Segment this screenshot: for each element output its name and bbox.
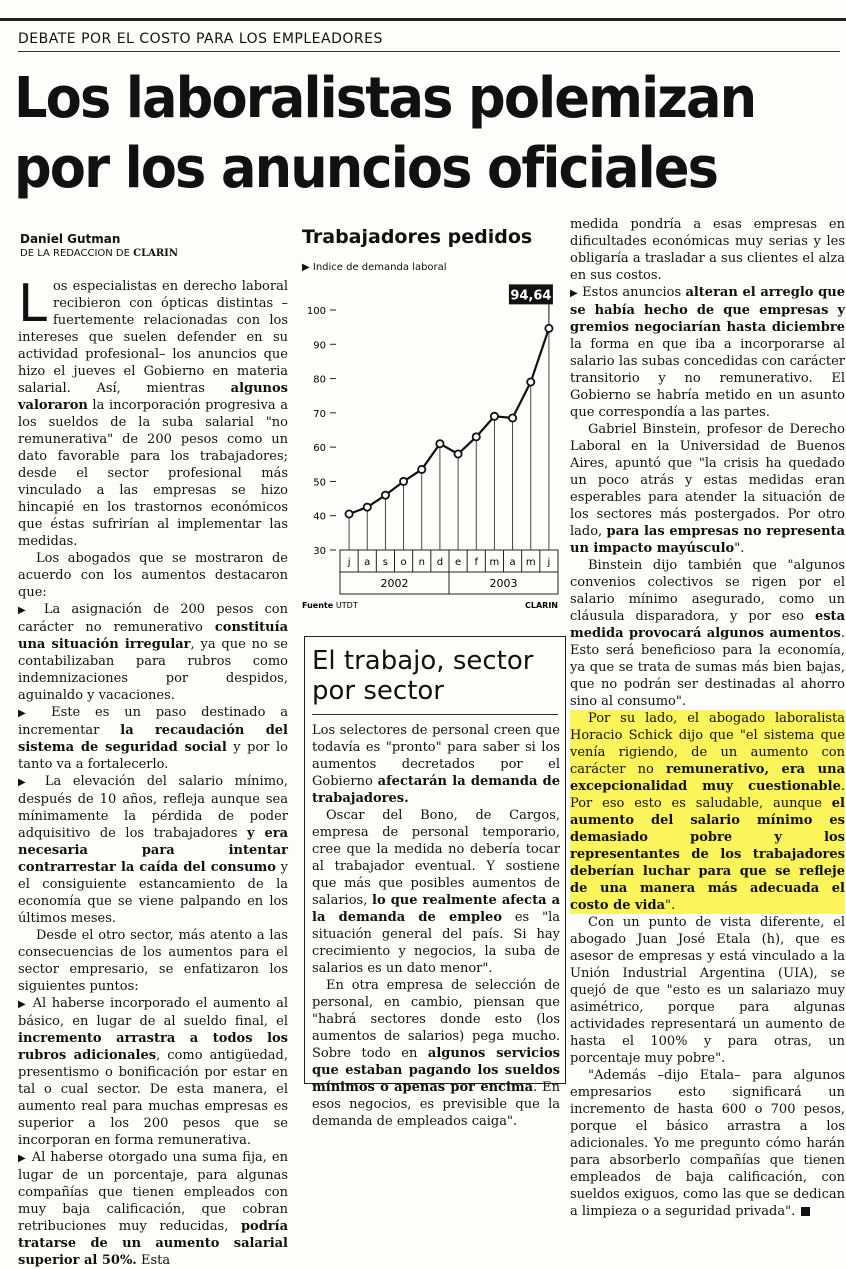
y-tick-label: 100 <box>306 306 326 317</box>
data-point <box>364 504 371 511</box>
paragraph: Los abogados que se mostraron de acuerdo con los aumentos destacaron que: <box>18 551 288 600</box>
data-point <box>436 440 443 447</box>
chart-source <box>302 601 358 610</box>
text: En otra empresa de selección de personal, en cambio, piensan que "habrá sectores donde esto (los aumentos de salarios) pega mucho. Sobre todo en <box>312 978 560 1061</box>
author-org-brand: CLARIN <box>133 248 179 259</box>
data-point <box>491 413 498 420</box>
text: y el consiguiente estancamiento de la economía que se viene palpando en los últimos meses. <box>18 860 288 926</box>
article-column-3 <box>570 216 845 1220</box>
data-point <box>527 378 534 385</box>
author-name: Daniel Gutman <box>20 232 121 246</box>
kicker-rule <box>18 51 840 52</box>
text: y por lo tanto va a fortalecerlo. <box>18 740 289 772</box>
text: ". <box>665 898 676 913</box>
chart-credit: CLARIN <box>525 601 558 610</box>
text: ". <box>734 541 745 556</box>
chart-title: Trabajadores pedidos <box>302 226 533 248</box>
bold-text: alteran el arreglo que se había hecho de que empresas y gremios negociarían hasta diciembre <box>570 285 845 335</box>
bullet-triangle-icon: ▶ <box>18 605 33 616</box>
text: es "la situación general del país. Si hay crecimiento y negocios, la suba de salarios es un dato menor". <box>312 910 560 976</box>
paragraph <box>570 557 845 710</box>
bullet-item <box>18 1149 288 1269</box>
text: Estos anuncios <box>582 285 686 300</box>
text: , ya que no se contabilizaban para rubros como indemnizaciones por despidos, aguinaldo y vacaciones. <box>18 637 288 703</box>
x-tick-label: a <box>364 557 371 568</box>
headline-line-1: Los laboralistas polemizan <box>14 66 756 131</box>
bold-text: y era necesaria para intentar contrarrestar la caída del consumo <box>18 826 288 875</box>
text: la incorporación progresiva a los sueldos de la suba salarial "no remunerativa" de 200 pesos como un dato favorable para los trabajadores; desde el sector profesional más vinculado a las empresas se hizo hincapié en los trastornos económicos que éstas sufrirían al implementar las medidas. <box>18 398 288 549</box>
data-point <box>418 466 425 473</box>
text: . Esto será beneficioso para la economía, ya que se trata de sumas más bien bajas, que no podrán ser destinadas al ahorro sino al consumo". <box>570 626 845 709</box>
x-tick-label: e <box>455 557 462 568</box>
text: Por su lado, el abogado laboralista Horacio Schick dijo que "el sistema que venía rigiendo, de un aumento con carácter no <box>570 711 845 777</box>
data-point <box>545 325 552 332</box>
bold-text: podría tratarse de un aumento salarial superior al 50%. <box>18 1219 288 1268</box>
bullet-item <box>18 773 288 927</box>
bullet-item <box>18 995 288 1149</box>
paragraph <box>312 807 560 977</box>
headline <box>14 64 794 204</box>
data-point <box>345 510 352 517</box>
data-point <box>400 478 407 485</box>
text: La asignación de 200 pesos con carácter no remunerativo <box>18 602 288 635</box>
x-tick-label: n <box>418 557 425 568</box>
text: La elevación del salario mínimo, después de 10 años, refleja aunque sea mínimamente la pérdida de poder adquisitivo de los trabajadores <box>18 774 288 841</box>
x-tick-label: m <box>489 557 500 568</box>
bullet-item <box>570 284 845 421</box>
line-chart <box>300 280 570 620</box>
data-point <box>454 450 461 457</box>
author-org-prefix: DE LA REDACCION DE <box>20 248 134 259</box>
bullet-triangle-icon: ▶ <box>18 708 37 719</box>
bold-text: el aumento del salario mínimo es demasiado pobre y los representantes de los trabajadores deberían luchar para que se refleje de una manera más adecuada el costo de vida <box>570 796 845 913</box>
bold-text: lo que realmente afecta a la demanda de empleo <box>312 893 560 925</box>
article-column-1 <box>18 274 289 1269</box>
y-tick-label: 60 <box>313 443 326 455</box>
data-point <box>473 433 480 440</box>
text: "Además –dijo Etala– para algunos empresarios esto significará un incremento de hasta 600 o 700 pesos, porque el básico arrastra a los adicionales. Yo me pregunto cómo harán para absorberlo compañías que tienen empleados de baja calificación, con sueldos exiguos, como las que se dedican a limpieza o a seguridad privada". <box>570 1068 845 1219</box>
source-label: Fuente <box>302 601 336 610</box>
author-org <box>20 248 178 259</box>
paragraph <box>18 274 288 550</box>
highlighted-paragraph <box>570 710 845 914</box>
bold-text: incremento arrastra a todos los rubros adicionales <box>18 1031 288 1063</box>
kicker: DEBATE POR EL COSTO PARA LOS EMPLEADORES <box>18 31 383 47</box>
x-tick-label: s <box>382 557 389 568</box>
paragraph <box>570 1067 845 1220</box>
bullet-triangle-icon: ▶ <box>570 288 578 299</box>
bold-text: remunerativo, era una excepcionalidad muy cuestionable <box>570 762 845 794</box>
paragraph: Con un punto de vista diferente, el abogado Juan José Etala (h), que es asesor de empresas y está vinculado a la Unión Industrial Argentina (UIA), se quejó de que "esto es un salariazo muy asimétrico, porque para algunas actividades representará un aumento de hasta el 100% y para otras, un porcentaje muy pobre". <box>570 915 845 1066</box>
text: Oscar del Bono, de Cargos, empresa de personal temporario, cree que la medida no debería tocar al trabajador eventual. Y sostiene que más que posibles aumentos de salarios, <box>312 808 560 908</box>
drop-cap: L <box>18 274 47 334</box>
sidebar-body <box>312 722 560 1130</box>
x-tick-label: a <box>509 557 516 568</box>
end-mark <box>801 1207 810 1216</box>
bullet-triangle-icon: ▶ <box>18 777 34 788</box>
top-rule <box>0 18 846 21</box>
text: , como antigüedad, presentismo o bonificación por estar en tal o cual sector. De esta manera, el aumento real para muchas empresas es superior a los 200 pesos que se incorporan en forma remunerativa. <box>18 1048 288 1148</box>
y-tick-label: 40 <box>313 511 326 523</box>
text: Gabriel Binstein, profesor de Derecho Laboral en la Universidad de Buenos Aires, apuntó que "la crisis ha quedado un poco atrás y estas medidas eran esperables para atender la situación de los sectores más postergados. Por otro lado, <box>570 422 845 539</box>
bullet-triangle-icon: ▶ <box>302 262 310 273</box>
text: os especialistas en derecho laboral recibieron con ópticas distintas –fuertemente relacionadas con los intereses que suelen defender en su actividad profesional– los anuncios que hizo el jueves el Gobierno en materia salarial. Así, mientras <box>18 279 288 396</box>
chart-subtitle-text: Indice de demanda laboral <box>312 262 447 273</box>
headline-line-2: por los anuncios oficiales <box>14 136 718 201</box>
last-value-label: 94,64 <box>510 288 552 304</box>
sidebar-title: El trabajo, sector por sector <box>312 646 534 706</box>
paragraph <box>312 977 560 1130</box>
bold-text: afectarán la demanda de trabajadores. <box>312 774 560 806</box>
text: . En esos negocios, es previsible que la demanda de empleados caiga". <box>312 1080 560 1129</box>
text: Este es un paso destinado a incrementar <box>18 705 288 738</box>
byline <box>20 232 178 259</box>
data-point <box>509 414 516 421</box>
bold-text: algunos valoraron <box>18 381 288 413</box>
text: Binstein dijo también que "algunos convenios colectivos se rigen por el salario mínimo asegurado, como un cláusula disparadora, y por eso <box>570 558 845 624</box>
y-tick-label: 30 <box>313 546 326 557</box>
bold-text: la recaudación del sistema de seguridad social <box>18 723 288 755</box>
y-tick-label: 70 <box>313 408 326 420</box>
x-tick-label: o <box>400 557 407 568</box>
year-label: 2003 <box>489 577 518 590</box>
paragraph <box>570 421 845 557</box>
paragraph: Desde el otro sector, más atento a las consecuencias de los aumentos para el sector empresario, se enfatizaron los siguientes puntos: <box>18 928 288 994</box>
bullet-item <box>18 704 288 773</box>
paragraph <box>312 722 560 807</box>
bold-text: esta medida provocará algunos aumentos <box>570 609 845 641</box>
x-tick-label: m <box>525 557 536 568</box>
y-tick-label: 90 <box>313 340 326 352</box>
x-tick-label: j <box>347 557 351 568</box>
sidebar-rule <box>312 714 558 715</box>
text: Al haberse incorporado el aumento al básico, en lugar de al sueldo final, el <box>18 996 288 1029</box>
bold-text: constituía una situación irregular <box>18 620 288 652</box>
data-point <box>382 492 389 499</box>
x-tick-label: d <box>436 557 444 568</box>
series-line <box>349 328 549 514</box>
text: . Por eso esto es saludable, aunque <box>570 779 845 811</box>
text: la forma en que iba a incorporarse al salario las subas concedidas con carácter transitorio y no remunerativo. El Gobierno se habría metido en un asunto que correspondía a las partes. <box>570 337 845 420</box>
text: Al haberse otorgado una suma fija, en lugar de un porcentaje, para algunas compañías que tienen empleados con muy baja calificación, que cobran retribuciones muy reducidas, <box>18 1150 288 1234</box>
bold-text: algunos servicios que estaban pagando los sueldos mínimos o apenas por encima <box>312 1046 560 1095</box>
bullet-triangle-icon: ▶ <box>18 999 28 1010</box>
source-name: UTDT <box>335 601 358 610</box>
paragraph: medida pondría a esas empresas en dificultades económicas muy serias y les obligaría a trasladar a sus clientes el alza en sus costos. <box>570 217 845 283</box>
bold-text: para las empresas no representa un impacto mayúsculo <box>570 524 845 556</box>
text: Los selectores de personal creen que todavía es "pronto" para saber si los aumentos decretados por el Gobierno <box>312 723 560 789</box>
y-tick-label: 50 <box>313 477 326 489</box>
year-label: 2002 <box>380 577 409 590</box>
bullet-triangle-icon: ▶ <box>18 1153 27 1164</box>
x-tick-label: j <box>547 557 551 568</box>
x-tick-label: f <box>474 557 479 568</box>
y-tick-label: 80 <box>313 374 326 386</box>
chart-subtitle <box>302 262 447 273</box>
text: Esta <box>136 1253 171 1268</box>
bullet-item <box>18 601 288 704</box>
